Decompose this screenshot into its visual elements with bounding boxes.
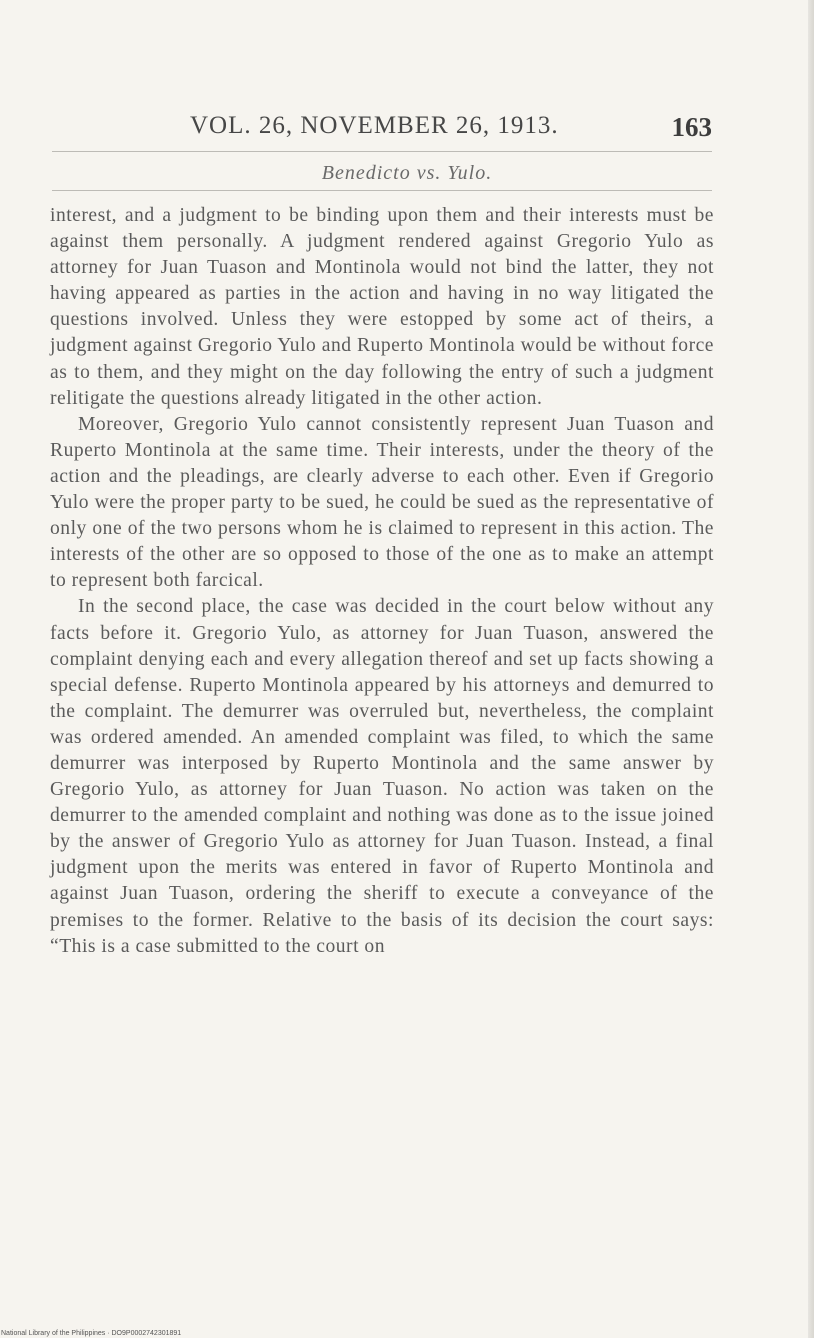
title-rule (52, 190, 712, 191)
scan-credit: National Library of the Philippines · DO9P0002742301891 (1, 1330, 182, 1337)
page-header (50, 112, 714, 152)
body-text (50, 203, 714, 960)
page-edge (808, 0, 814, 1338)
case-title: Benedicto vs. Yulo. (321, 162, 493, 184)
paragraph: In the second place, the case was decided in the court below without any facts before it. Gregorio Yulo, as attorney for Juan Tuason, answered the complaint denying each and every allegation thereof and set up facts showing a special defense. Ruperto Montinola appeared by his attorneys and demurred to the complaint. The demurrer was overruled but, nevertheless, the complaint was ordered amended. An amended complaint was filed, to which the same demurrer was interposed by Ruperto Montinola and the same answer by Gregorio Yulo, as attorney for Juan Tuason. No action was taken on the demurrer to the amended complaint and nothing was done as to the issue joined by the answer of Gregorio Yulo as attorney for Juan Tuason. Instead, a final judgment upon the merits was entered in favor of Ruperto Montinola and against Juan Tuason, ordering the sheriff to execute a conveyance of the premises to the former. Relative to the basis of its decision the court says: “This is a case submitted to the court on (50, 596, 714, 957)
page-number: 163 (671, 112, 712, 142)
paragraph: Moreover, Gregorio Yulo cannot consistently represent Juan Tuason and Ruperto Montinola at the same time. Their interests, under the theory of the action and the pleadings, are clearly adverse to each other. Even if Gregorio Yulo were the proper party to be sued, he could be sued as the representative of only one of the two persons whom he is claimed to represent in this action. The interests of the other are so opposed to those of the one as to make an attempt to represent both farcical. (50, 413, 714, 592)
running-head: VOL. 26, NOVEMBER 26, 1913. (190, 112, 559, 139)
header-rule (52, 151, 712, 152)
paragraph: interest, and a judgment to be binding upon them and their interests must be against them personally. A judgment rendered against Gregorio Yulo as attorney for Juan Tuason and Montinola would not bind the latter, they not having appeared as parties in the action and having in no way litigated the questions involved. Unless they were estopped by some act of theirs, a judgment against Gregorio Yulo and Ruperto Montinola would be without force as to them, and they might on the day following the entry of such a judgment relitigate the questions already litigated in the other action. (50, 205, 714, 409)
